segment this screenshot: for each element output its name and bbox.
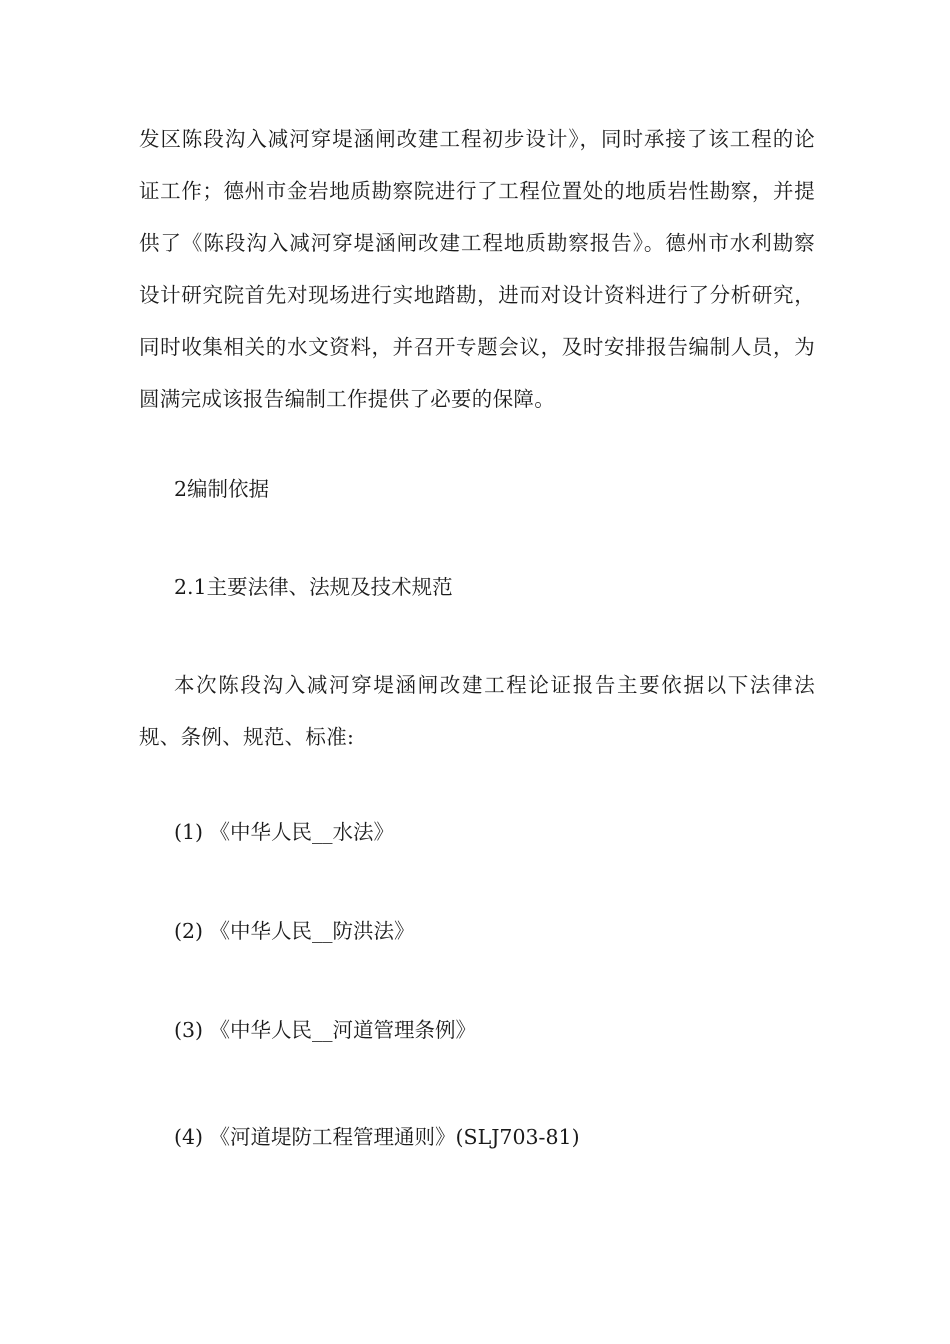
law-item-4: (4) 《河道堤防工程管理通则》(SLJ703-81): [174, 1125, 580, 1149]
law-item-1: (1) 《中华人民__水法》: [174, 820, 395, 844]
section-heading: 2编制依据: [174, 477, 270, 501]
law-item-2: (2) 《中华人民__防洪法》: [174, 919, 415, 943]
intro-paragraph: 本次陈段沟入减河穿堤涵闸改建工程论证报告主要依据以下法律法规、条例、规范、标准:: [139, 673, 815, 749]
subsection-heading: 2.1主要法律、法规及技术规范: [174, 575, 453, 599]
law-item-3: (3) 《中华人民__河道管理条例》: [174, 1018, 477, 1042]
continuation-paragraph: 发区陈段沟入减河穿堤涵闸改建工程初步设计》，同时承接了该工程的论证工作；德州市金岩地质勘察院进行了工程位置处的地质岩性勘察，并提供了《陈段沟入减河穿堤涵闸改建工程地质勘察报告》。德州市水利勘察设计研究院首先对现场进行实地踏勘，进而对设计资料进行了分析研究，同时收集相关的水文资料，并召开专题会议，及时安排报告编制人员，为圆满完成该报告编制工作提供了必要的保障。: [139, 127, 815, 411]
